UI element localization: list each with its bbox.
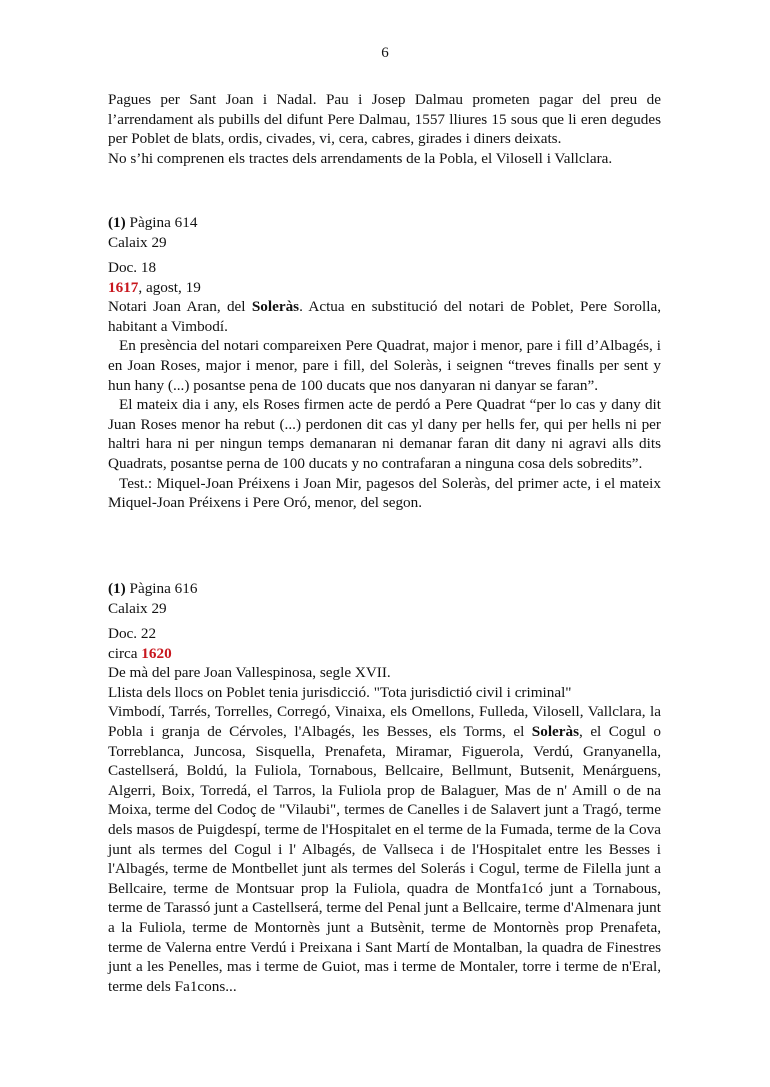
notary-text-rest: . Actua en substitució del notari de Poblet, Pere Sorolla, habitant a Vimbodí. xyxy=(108,298,661,335)
notary-place: Soleràs xyxy=(251,298,300,316)
entry-1-date-rest: , agost, 19 xyxy=(138,278,201,296)
place-list-start: Vimbodí, Tarrés, Torrelles, Corregó, Vinaixa, els Omellons, Fulleda, Vilosell, Vallclara, la Pobla i granja de Cérvoles, l'Albagés, les Besses, els Torms, el xyxy=(108,703,661,740)
entry-1-header xyxy=(108,213,661,252)
entry-2-author-line: De mà del pare Joan Vallespinosa, segle XVII. xyxy=(108,664,391,682)
entry-2-body xyxy=(108,624,661,996)
entry-1-notary xyxy=(108,297,661,336)
entry-2-year: 1620 xyxy=(141,644,172,662)
entry-1-year: 1617 xyxy=(108,278,139,296)
entry-2-doc-number: Doc. 22 xyxy=(108,625,157,642)
intro-note: No s’hi comprenen els tractes dels arrendaments de la Pobla, el Vilosell i Vallclara. xyxy=(108,149,613,167)
intro-block xyxy=(108,90,661,168)
place-list-rest: , el Cogul o Torreblanca, Juncosa, Sisquella, Prenafeta, Miramar, Figuerola, Verdú, Granyanella, Castellserá, Boldú, la Fuliola, Tornabous, Bellcaire, Bellmunt, Butsenit, Menárguens, Algerri, Boix, Torredá, el Tarros, la Fuliola prop de Balaguer, Mas de n' Amill o de na Moixa, terme del Codoç de "Vilaubi", termes de Canelles i de Salavert junt a Tragó, terme dels masos de Puigdespí, terme de l'Hospitalet en el terme de la Fumada, terme de la Cova junt als termes del Cogul i l' Albagés, de Vallseca i de l'Hospitalet entre les Besses i l'Albagés, terme de Montbellet junt als termes del Solerás i Cogul, terme de Filella junt a Bellcaire, terme de Montsuar prop la Fuliola, quadra de Montfa1có junt a Tornabous, terme de Tarassó junt a Castellserá, terme del Penal junt a Bellcaire, terme d'Almenara junt a la Fuliola, terme de Montornès junt a Butsènit, terme de Montornès prop Prenafeta, terme de Valerna entre Verdú i Preixana i Sant Martí de Montalban, la quadra de Finestres junt a les Penelles, mas i terme de Guiot, mas i terme de Montaler, torre i terme de n'Eral, terme dels Fa1cons... xyxy=(108,722,662,995)
reference-number: (1) xyxy=(108,214,126,231)
reference-number: (1) xyxy=(108,580,126,597)
entry-2-reference xyxy=(108,579,661,599)
page-number: 6 xyxy=(381,45,389,61)
entry-1-calaix: Calaix 29 xyxy=(108,233,167,251)
entry-1-paragraph-1: En presència del notari compareixen Pere Quadrat, major i menor, pare i fill d’Albagés, i en Joan Roses, major i menor, pare i fill, del Soleràs, i seignen “treves finalls per sent y hun hany (...) posantse pena de 100 ducats que nos danyaran ni danyar se faran”. xyxy=(108,337,661,394)
reference-page: Pàgina 616 xyxy=(125,580,198,597)
entry-2-place-list xyxy=(108,702,661,996)
entry-2-date-prefix: circa xyxy=(108,644,142,662)
entry-1-body xyxy=(108,258,661,513)
entry-1-witnesses: Test.: Miquel-Joan Préixens i Joan Mir, pagesos del Soleràs, del primer acte, i el mateix Miquel-Joan Préixens i Pere Oró, menor, del segon. xyxy=(108,474,661,512)
reference-page: Pàgina 614 xyxy=(125,214,198,231)
entry-1-doc-number: Doc. 18 xyxy=(108,259,157,276)
entry-1-reference xyxy=(108,213,661,233)
entry-2-date xyxy=(108,644,661,664)
place-highlight: Soleràs xyxy=(531,722,580,740)
intro-paragraph: Pagues per Sant Joan i Nadal. Pau i Josep Dalmau prometen pagar del preu de l’arrendament als pubills del difunt Pere Dalmau, 1557 lliures 15 sous que li eren degudes per Poblet de blats, ordis, civades, vi, cera, cabres, girades i diners deixats. xyxy=(108,91,661,148)
notary-text: Notari Joan Aran, del xyxy=(108,298,252,316)
entry-1-paragraph-2: El mateix dia i any, els Roses firmen acte de perdó a Pere Quadrat “per lo cas y dany dit Juan Roses menor ha rebut (...) perdonen dit cas yl dany per hells fer, qui per hells ni per haltri hara ni per ningun temps demanaran ni demanar faran dit dany ni agravi alls dits Quadrats, posantse perna de 100 ducats y no contrafaran a ninguna cosa dels sobredits”. xyxy=(108,396,661,472)
entry-2-header xyxy=(108,579,661,618)
entry-2-description: Llista dels llocs on Poblet tenia jurisdicció. "Tota jurisdictió civil i criminal" xyxy=(108,683,572,701)
entry-1-date xyxy=(108,278,661,298)
entry-2-calaix: Calaix 29 xyxy=(108,599,167,617)
